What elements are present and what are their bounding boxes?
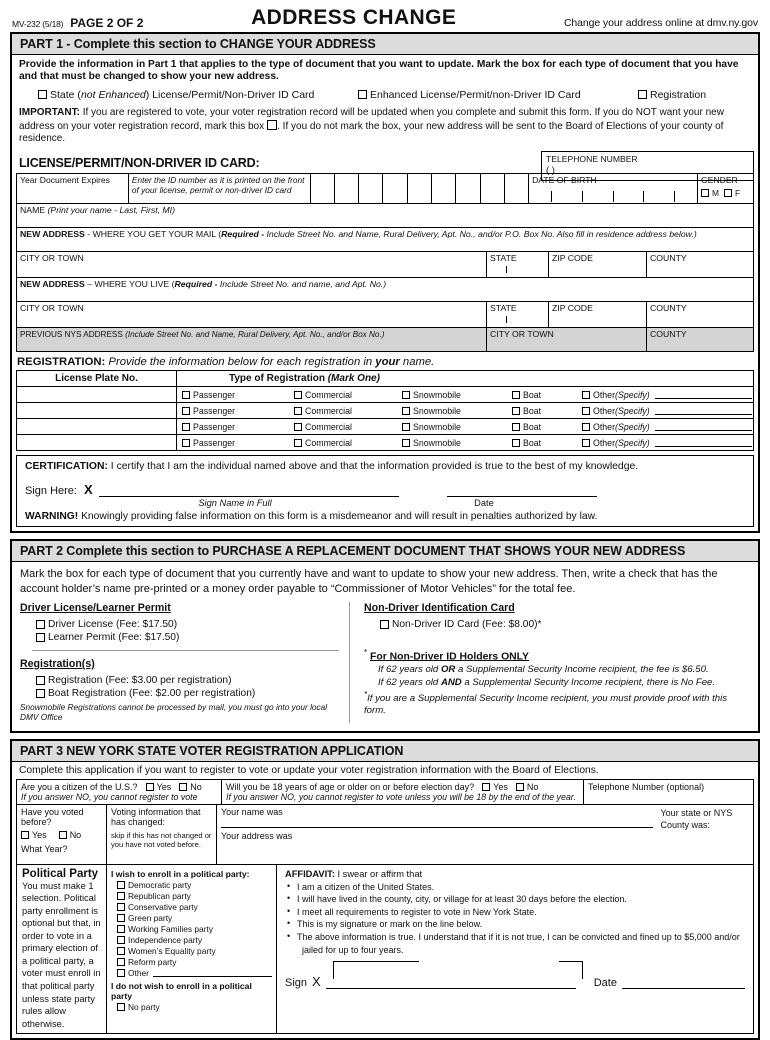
voting-history-table <box>16 804 754 865</box>
affidavit-cell <box>277 864 754 1034</box>
county-label: COUNTY <box>650 303 687 314</box>
checkbox-icon[interactable] <box>402 423 410 431</box>
checkbox-icon[interactable] <box>182 407 190 415</box>
affidavit-signature-input[interactable] <box>326 978 576 989</box>
citizen-question <box>21 782 217 792</box>
list-item: • I am a citizen of the United States. <box>285 881 745 894</box>
previous-name-address-cell <box>217 804 657 864</box>
type-other[interactable]: Other (Specify) <box>582 422 752 432</box>
party-option-reform[interactable]: Reform party <box>117 957 272 967</box>
your-name-was-label: Your name was <box>221 806 283 817</box>
enroll-heading: I wish to enroll in a political party: <box>111 868 250 879</box>
signature-input[interactable] <box>99 485 399 497</box>
part1-important-note <box>12 105 758 151</box>
checkbox-icon[interactable] <box>179 783 187 791</box>
voter-optout-checkbox[interactable] <box>267 120 277 130</box>
other-specify-line[interactable] <box>655 390 752 399</box>
party-option-other[interactable]: Other <box>117 968 272 978</box>
part1-intro: Provide the information in Part 1 that applies to the type of document that you want to update. Mark the box for each type of document that you have and that must be changed to show your new address. <box>19 59 739 83</box>
option-label: Non-Driver ID Card (Fee: $8.00)* <box>392 618 542 630</box>
citizen-question-cell <box>17 779 222 804</box>
option-boat-registration[interactable] <box>36 688 339 699</box>
county-label: COUNTY <box>650 253 687 264</box>
previous-state-county-cell <box>657 804 754 864</box>
important-text-1: If you are registered to vote, your voter registration record will be updated when you complete and submit this form. If you do NOT want your new address on your voter registration record, mark this box <box>19 106 724 132</box>
checkbox-icon[interactable] <box>512 407 520 415</box>
checkbox-icon[interactable] <box>402 439 410 447</box>
part1-heading: PART 1 - Complete this section to CHANGE YOUR ADDRESS <box>12 34 758 55</box>
type-commercial[interactable]: Commercial <box>294 406 402 416</box>
plate-input[interactable] <box>17 403 177 419</box>
live-address-label: NEW ADDRESS – WHERE YOU LIVE (Required - Include Street No. and name, and Apt. No.) <box>20 279 387 290</box>
warning-text: WARNING! Knowingly providing false information on this form is a misdemeanor and will result in penalties authorized by law. <box>25 511 598 523</box>
checkbox-icon[interactable] <box>59 831 67 839</box>
checkbox-icon[interactable] <box>512 423 520 431</box>
important-label: IMPORTANT: <box>19 106 80 118</box>
voting-info-skip-note: skip if this has not changed or you have not voted before. <box>111 830 212 850</box>
type-passenger[interactable]: Passenger <box>182 390 294 400</box>
registration-type-row <box>178 405 752 417</box>
checkbox-icon[interactable] <box>294 391 302 399</box>
city-label: CITY OR TOWN <box>20 303 84 314</box>
political-party-title: Political Party <box>22 867 99 880</box>
doc-option-label: State (not Enhanced) License/Permit/Non-Driver ID Card <box>50 88 315 101</box>
table-header-row <box>17 371 754 387</box>
list-item: • I will have lived in the county, city, or village for at least 30 days before the election. <box>285 893 745 906</box>
option-label: Learner Permit (Fee: $17.50) <box>48 631 180 643</box>
voted-no-option[interactable]: No <box>59 830 82 840</box>
signature-x-marker: X <box>312 974 321 990</box>
dob-tick-marks <box>532 191 694 202</box>
license-section-title: LICENSE/PERMIT/NON-DRIVER ID CARD: <box>19 156 260 171</box>
signature-bracket-left <box>333 961 419 979</box>
type-boat[interactable]: Boat <box>512 390 582 400</box>
state-label: STATE <box>490 303 517 314</box>
checkbox-icon[interactable] <box>117 881 125 889</box>
citizen-question-label: Are you a citizen of the U.S.? <box>21 781 138 792</box>
registration-type-row <box>178 389 752 401</box>
fee-line-2: If 62 years old AND a Supplemental Security Income recipient, there is No Fee. <box>378 677 716 689</box>
citizen-yes-option[interactable]: Yes <box>146 782 172 792</box>
option-label: Registration (Fee: $3.00 per registration) <box>48 674 232 686</box>
id-char-cell[interactable] <box>504 174 528 204</box>
type-other[interactable]: Other (Specify) <box>582 406 752 416</box>
checkbox-icon[interactable] <box>512 391 520 399</box>
voted-before-options <box>21 830 102 840</box>
political-party-body: You must make 1 selection. Political party enrollment is optional but that, in order to vote in a primary election of a political party, a voter must enroll in that political party unless state party rules allow otherwise. <box>22 880 101 1029</box>
table-row <box>17 403 754 419</box>
year-document-expires-label: Year Document Expires <box>20 175 110 186</box>
page-header <box>10 0 760 32</box>
part2-intro: Mark the box for each type of document that you currently have and want to update to show your new address. Then, write a check that has the account holder’s name pre-printed or a money order payable to “Commissioner of Motor Vehicles” for the total fee. <box>20 568 718 595</box>
name-field[interactable] <box>17 204 754 228</box>
voting-info-changed-cell <box>107 804 217 864</box>
type-passenger[interactable]: Passenger <box>182 438 294 448</box>
id-char-cell[interactable] <box>431 174 455 204</box>
age-no-option[interactable]: No <box>516 782 539 792</box>
affidavit-label: AFFIDAVIT: <box>285 868 335 879</box>
telephone-number-field[interactable] <box>541 151 754 181</box>
checkbox-icon[interactable] <box>117 892 125 900</box>
warning-label: WARNING! <box>25 511 79 523</box>
id-number-label: Enter the ID number as it is printed on the front of your license, permit or non-driver ID card <box>131 175 305 196</box>
checkbox-icon[interactable] <box>402 391 410 399</box>
mail-address-field[interactable] <box>17 228 754 252</box>
type-other[interactable]: Other (Specify) <box>582 390 752 400</box>
sign-label: Sign <box>285 977 308 990</box>
party-affidavit-table <box>16 864 754 1035</box>
checkbox-icon[interactable] <box>582 423 590 431</box>
age-yes-option[interactable]: Yes <box>482 782 508 792</box>
option-registration[interactable] <box>36 675 339 686</box>
checkbox-icon[interactable] <box>701 189 709 197</box>
page-label: PAGE 2 OF 2 <box>70 16 144 30</box>
id-char-cell[interactable] <box>310 174 334 204</box>
non-driver-id-heading: Non-Driver Identification Card <box>364 601 515 614</box>
age-question-cell <box>222 779 584 804</box>
citizen-question-sub: If you answer NO, you cannot register to vote <box>21 791 198 802</box>
political-party-cell <box>17 864 107 1034</box>
type-commercial[interactable]: Commercial <box>294 390 402 400</box>
id-char-cell[interactable] <box>359 174 383 204</box>
registration-type-row <box>178 437 752 449</box>
checkbox-icon[interactable] <box>358 90 367 99</box>
checkbox-icon[interactable] <box>582 439 590 447</box>
live-city-field[interactable] <box>17 302 487 328</box>
party-selection-cell <box>107 864 277 1034</box>
checkbox-icon[interactable] <box>146 783 154 791</box>
checkbox-icon[interactable] <box>117 947 125 955</box>
table-row <box>17 435 754 451</box>
zip-label: ZIP CODE <box>552 303 593 314</box>
zip-label: ZIP CODE <box>552 253 593 264</box>
voter-questions-table <box>16 779 754 805</box>
other-specify-line[interactable] <box>655 422 752 431</box>
doc-option-label: Enhanced License/Permit/non-Driver ID Card <box>370 88 581 101</box>
mail-state-field[interactable] <box>487 252 549 278</box>
checkbox-icon[interactable] <box>582 391 590 399</box>
plate-input[interactable] <box>17 435 177 451</box>
age-question <box>226 782 579 792</box>
gender-label: GENDER <box>701 175 738 186</box>
checkbox-icon[interactable] <box>512 439 520 447</box>
option-non-driver-id[interactable] <box>380 619 750 630</box>
checkbox-icon[interactable] <box>38 90 47 99</box>
part2-heading: PART 2 Complete this section to PURCHASE A REPLACEMENT DOCUMENT THAT SHOWS YOUR NEW ADDRESS <box>12 541 758 562</box>
table-row <box>17 419 754 435</box>
part2-section <box>10 539 760 732</box>
checkbox-icon[interactable] <box>294 407 302 415</box>
type-snowmobile[interactable]: Snowmobile <box>402 390 512 400</box>
type-snowmobile[interactable]: Snowmobile <box>402 406 512 416</box>
option-label: Driver License (Fee: $17.50) <box>48 618 178 630</box>
city-label: CITY OR TOWN <box>490 329 554 340</box>
party-option-conservative[interactable]: Conservative party <box>117 902 272 912</box>
fee-line-3: *If you are a Supplemental Security Income recipient, you must provide proof with this form. <box>364 690 728 716</box>
type-snowmobile[interactable]: Snowmobile <box>402 438 512 448</box>
registration-type-row <box>178 421 752 433</box>
live-state-field[interactable] <box>487 302 549 328</box>
type-header: Type of Registration (Mark One) <box>177 371 754 387</box>
driver-license-heading: Driver License/Learner Permit <box>20 601 171 614</box>
divider <box>32 650 339 651</box>
option-learner-permit[interactable] <box>36 632 339 643</box>
checkbox-icon[interactable] <box>36 620 45 629</box>
non-driver-only-heading: * For Non-Driver ID Holders ONLY <box>364 647 529 663</box>
checkbox-icon[interactable] <box>21 831 29 839</box>
checkbox-icon[interactable] <box>294 439 302 447</box>
age-question-sub: If you answer NO, you cannot register to vote unless you will be 18 by the end of the year. <box>226 791 576 802</box>
your-state-county-label: Your state or NYS County was: <box>660 807 733 830</box>
gender-female-label: F <box>734 188 741 199</box>
type-snowmobile[interactable]: Snowmobile <box>402 422 512 432</box>
voting-info-changed-label: Voting information that has changed: <box>111 806 201 827</box>
part2-columns <box>12 602 758 731</box>
name-label: NAME (Print your name - Last, First, MI) <box>20 205 175 216</box>
checkbox-icon[interactable] <box>380 620 389 629</box>
sign-name-caption: Sign Name in Full <box>198 498 272 509</box>
no-enroll-heading: I do not wish to enroll in a political party <box>111 980 252 1001</box>
other-specify-line[interactable] <box>655 406 752 415</box>
part1-document-options <box>12 86 758 105</box>
table-row <box>17 804 754 864</box>
type-other[interactable]: Other (Specify) <box>582 438 752 448</box>
checkbox-icon[interactable] <box>482 783 490 791</box>
party-option-womens-equality[interactable]: Women’s Equality party <box>117 946 272 956</box>
party-option-green[interactable]: Green party <box>117 913 272 923</box>
voter-telephone-label: Telephone Number (optional) <box>588 781 705 792</box>
voted-before-label: Have you voted before? <box>21 806 84 827</box>
live-county-field[interactable] <box>647 302 754 328</box>
age-question-label: Will you be 18 years of age or older on or before election day? <box>226 781 475 792</box>
previous-address-label: PREVIOUS NYS ADDRESS (Include Street No. and Name, Rural Delivery, Apt. No., and/or Box No.) <box>20 330 385 340</box>
part1-section <box>10 32 760 533</box>
checkbox-icon[interactable] <box>36 689 45 698</box>
certification-block <box>16 455 754 527</box>
option-driver-license[interactable] <box>36 619 339 630</box>
table-row <box>17 387 754 403</box>
checkbox-icon[interactable] <box>36 676 45 685</box>
checkbox-icon[interactable] <box>582 407 590 415</box>
form-number: MV-232 (5/18) <box>12 19 64 29</box>
id-char-cell[interactable] <box>334 174 358 204</box>
checkbox-icon[interactable] <box>402 407 410 415</box>
telephone-label: TELEPHONE NUMBER <box>546 154 638 165</box>
part3-heading: PART 3 NEW YORK STATE VOTER REGISTRATION APPLICATION <box>12 741 758 762</box>
page-title: ADDRESS CHANGE <box>251 6 457 29</box>
other-specify-line[interactable] <box>655 438 752 447</box>
checkbox-icon[interactable] <box>182 439 190 447</box>
type-cell <box>177 419 754 435</box>
party-option-republican[interactable]: Republican party <box>117 891 272 901</box>
plate-header: License Plate No. <box>17 371 177 387</box>
gender-male-option[interactable] <box>701 188 719 198</box>
checkbox-icon[interactable] <box>117 925 125 933</box>
plate-input[interactable] <box>17 387 177 403</box>
previous-city-field[interactable] <box>487 328 647 352</box>
party-option-no-party[interactable]: No party <box>117 1002 272 1012</box>
registration-table <box>16 370 754 451</box>
year-document-expires-cell[interactable] <box>17 174 129 204</box>
mail-city-field[interactable] <box>17 252 487 278</box>
previous-address-field[interactable] <box>17 328 487 352</box>
checkbox-icon[interactable] <box>516 783 524 791</box>
checkbox-icon[interactable] <box>117 1003 125 1011</box>
what-year-label: What Year? <box>21 843 68 854</box>
gender-male-label: M <box>712 188 719 199</box>
affidavit-date-input[interactable] <box>622 978 745 989</box>
sign-here-label: Sign Here: <box>25 485 77 498</box>
date-label: Date <box>593 977 617 990</box>
type-cell <box>177 403 754 419</box>
type-cell <box>177 387 754 403</box>
id-char-cell[interactable] <box>480 174 504 204</box>
checkbox-icon[interactable] <box>117 958 125 966</box>
certification-label: CERTIFICATION: <box>25 461 108 473</box>
certification-text: CERTIFICATION: I certify that I am the individual named above and that the information provided is true to the best of my knowledge. <box>25 461 639 473</box>
fee-line-1: If 62 years old OR a Supplemental Security Income recipient, the fee is $6.50. <box>378 664 709 676</box>
checkbox-icon[interactable] <box>36 633 45 642</box>
table-row <box>17 864 754 1034</box>
live-address-field[interactable] <box>17 278 754 302</box>
doc-option-enhanced-license[interactable] <box>358 89 638 101</box>
mail-address-label: NEW ADDRESS - WHERE YOU GET YOUR MAIL (Required - Include Street No. and Name, Rural Delivery, Apt. No., and/or P.O. Box No. Also fill in residence address below.) <box>20 229 697 240</box>
party-option-independence[interactable]: Independence party <box>117 935 272 945</box>
gender-female-option[interactable] <box>724 188 740 198</box>
affidavit-list <box>285 881 745 957</box>
table-row <box>17 779 754 804</box>
city-label: CITY OR TOWN <box>20 253 84 264</box>
checkbox-icon[interactable] <box>638 90 647 99</box>
list-item: • This is my signature or mark on the line below. <box>285 918 745 931</box>
checkbox-icon[interactable] <box>117 936 125 944</box>
type-passenger[interactable]: Passenger <box>182 422 294 432</box>
type-cell <box>177 435 754 451</box>
important-text-2: . If you do not mark the box, your new address will be sent to the Board of Elections of your county of residence. <box>19 120 724 145</box>
checkbox-icon[interactable] <box>117 969 125 977</box>
checkbox-icon[interactable] <box>117 914 125 922</box>
checkbox-icon[interactable] <box>724 189 732 197</box>
license-permit-block <box>12 151 758 352</box>
doc-option-registration[interactable] <box>638 89 706 101</box>
id-number-hint-cell <box>128 174 310 204</box>
previous-county-field[interactable] <box>647 328 754 352</box>
type-commercial[interactable]: Commercial <box>294 438 402 448</box>
plate-input[interactable] <box>17 419 177 435</box>
checkbox-icon[interactable] <box>182 391 190 399</box>
online-note: Change your address online at dmv.ny.gov <box>563 17 758 29</box>
part3-intro: Complete this application if you want to register to vote or update your voter registration information with the Board of Elections. <box>19 764 599 776</box>
county-label: COUNTY <box>650 329 687 340</box>
type-commercial[interactable]: Commercial <box>294 422 402 432</box>
type-boat[interactable]: Boat <box>512 422 582 432</box>
date-caption: Date <box>474 498 494 509</box>
type-passenger[interactable]: Passenger <box>182 406 294 416</box>
signature-captions <box>25 498 745 508</box>
registration-label: REGISTRATION: <box>17 356 106 369</box>
party-option-working-families[interactable]: Working Families party <box>117 924 272 934</box>
signature-bracket-right <box>559 961 583 979</box>
address-grid <box>16 203 754 352</box>
gender-options <box>701 188 750 198</box>
date-input[interactable] <box>447 485 597 497</box>
certification-signature-row <box>25 482 745 497</box>
date-of-birth-label: DATE OF BIRTH <box>532 175 597 186</box>
voter-telephone-cell[interactable] <box>584 779 754 804</box>
snowmobile-note: Snowmobile Registrations cannot be processed by mail, you must go into your local DMV Office <box>20 701 328 723</box>
checkbox-icon[interactable] <box>182 423 190 431</box>
doc-option-label: Registration <box>650 88 707 101</box>
your-address-was-label: Your address was <box>221 830 293 841</box>
list-item: • The above information is true. I understand that if it is not true, I can be convicted and fined up to $5,000 and/or jailed for up to four years. <box>285 931 745 956</box>
voted-before-cell <box>17 804 107 864</box>
state-label: STATE <box>490 253 517 264</box>
mail-zip-field[interactable] <box>549 252 647 278</box>
registration-intro: REGISTRATION: Provide the information below for each registration in your name. <box>17 356 435 369</box>
voted-yes-option[interactable]: Yes <box>21 830 47 840</box>
checkbox-icon[interactable] <box>294 423 302 431</box>
option-label: Boat Registration (Fee: $2.00 per registration) <box>48 687 256 699</box>
id-char-cell[interactable] <box>456 174 480 204</box>
signature-x-marker: X <box>83 482 93 498</box>
telephone-parens: ( ) <box>546 165 555 177</box>
part2-left-column <box>20 602 350 723</box>
party-option-democratic[interactable]: Democratic party <box>117 880 272 890</box>
part2-right-column <box>350 602 750 723</box>
your-name-was-input[interactable] <box>221 818 653 828</box>
list-item: • I meet all requirements to register to vote in New York State. <box>285 906 745 919</box>
part3-section <box>10 739 760 1040</box>
id-char-cell[interactable] <box>383 174 407 204</box>
checkbox-icon[interactable] <box>117 903 125 911</box>
affidavit-heading: AFFIDAVIT: I swear or affirm that <box>285 868 423 879</box>
type-boat[interactable]: Boat <box>512 406 582 416</box>
live-zip-field[interactable] <box>549 302 647 328</box>
doc-option-state-license[interactable] <box>38 89 358 101</box>
citizen-no-option[interactable]: No <box>179 782 202 792</box>
registrations-heading: Registration(s) <box>20 657 95 670</box>
id-char-cell[interactable] <box>407 174 431 204</box>
party-other-input[interactable] <box>153 969 272 977</box>
mail-county-field[interactable] <box>647 252 754 278</box>
type-boat[interactable]: Boat <box>512 438 582 448</box>
